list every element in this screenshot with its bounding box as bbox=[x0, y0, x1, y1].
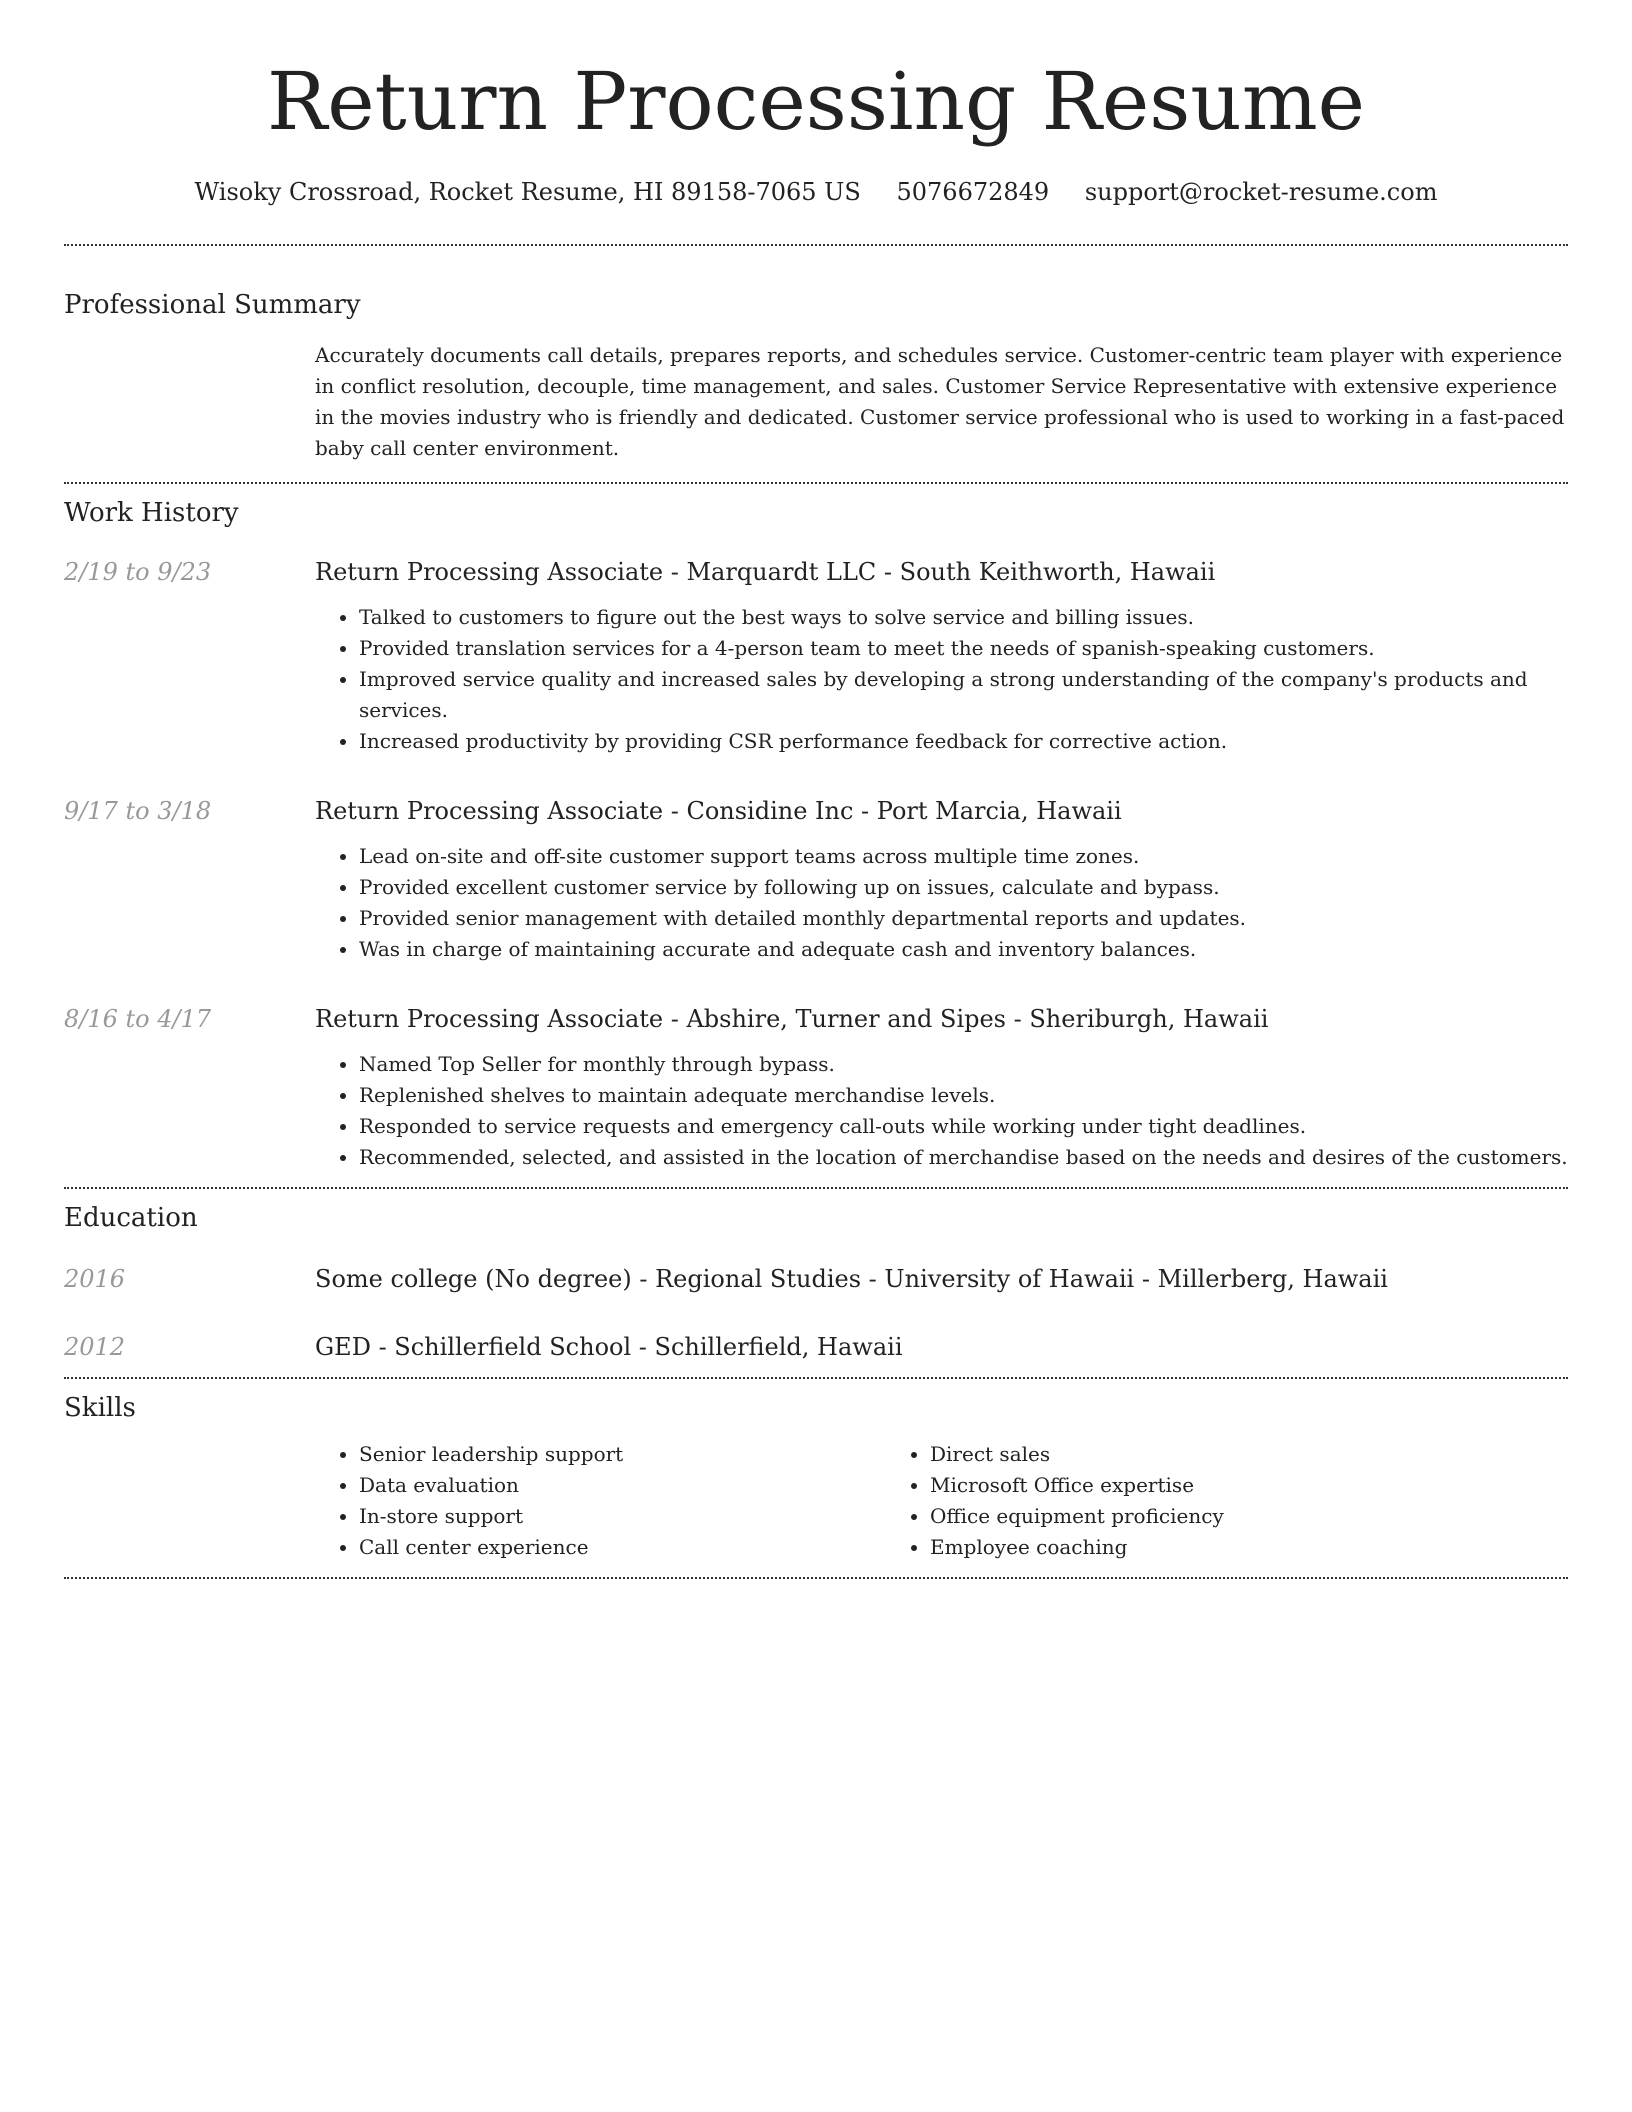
job-date: 9/17 to 3/18 bbox=[64, 797, 212, 825]
list-item: • Provided senior management with detailed monthly departmental reports and updates. bbox=[359, 903, 1568, 934]
list-item: • In-store support bbox=[359, 1501, 886, 1532]
education-date: 2016 bbox=[64, 1265, 126, 1293]
list-item: • Provided excellent customer service by following up on issues, calculate and bypass. bbox=[359, 872, 1568, 903]
skills-section bbox=[64, 1379, 1568, 1577]
list-item: • Was in charge of maintaining accurate and adequate cash and inventory balances. bbox=[359, 934, 1568, 965]
list-item: • Recommended, selected, and assisted in the location of merchandise based on the needs and desires of the customers. bbox=[359, 1142, 1568, 1173]
job-entry bbox=[64, 1003, 1568, 1173]
contact-phone: 5076672849 bbox=[896, 178, 1050, 206]
summary-section bbox=[64, 246, 1568, 482]
job-entry bbox=[64, 556, 1568, 757]
job-entry bbox=[64, 795, 1568, 965]
job-body bbox=[315, 1003, 1568, 1173]
job-body bbox=[315, 795, 1568, 965]
education-entry bbox=[64, 1263, 1568, 1295]
list-item: • Responded to service requests and emergency call-outs while working under tight deadlines. bbox=[359, 1111, 1568, 1142]
job-bullets bbox=[315, 841, 1568, 965]
job-date: 8/16 to 4/17 bbox=[64, 1005, 212, 1033]
education-date: 2012 bbox=[64, 1333, 126, 1361]
contact-address: Wisoky Crossroad, Rocket Resume, HI 89158-7065 US bbox=[194, 178, 861, 206]
education-entry bbox=[64, 1331, 1568, 1363]
job-title: Return Processing Associate - Considine Inc - Port Marcia, Hawaii bbox=[315, 797, 1122, 825]
education-section bbox=[64, 1189, 1568, 1377]
job-title: Return Processing Associate - Abshire, Turner and Sipes - Sheriburgh, Hawaii bbox=[315, 1005, 1269, 1033]
job-bullets bbox=[315, 1049, 1568, 1173]
list-item: • Microsoft Office expertise bbox=[930, 1470, 1457, 1501]
page-title: Return Processing Resume bbox=[266, 55, 1366, 148]
skills-list-left bbox=[315, 1439, 886, 1563]
skills-heading: Skills bbox=[64, 1393, 136, 1423]
list-item: • Data evaluation bbox=[359, 1470, 886, 1501]
contact-line bbox=[64, 176, 1568, 208]
contact-email: support@rocket-resume.com bbox=[1084, 178, 1438, 206]
list-item: • Replenished shelves to maintain adequate merchandise levels. bbox=[359, 1080, 1568, 1111]
education-text: Some college (No degree) - Regional Studies - University of Hawaii - Millerberg, Hawaii bbox=[315, 1265, 1388, 1293]
list-item: • Lead on-site and off-site customer support teams across multiple time zones. bbox=[359, 841, 1568, 872]
summary-text: Accurately documents call details, prepares reports, and schedules service. Customer-centric team player with experience in conflict resolution, decouple, time management, and sales. Customer Service Representative with extensive experience in the movies industry who is friendly and dedicated. Customer service professional who is used to working in a fast-paced baby call center environment. bbox=[315, 343, 1565, 460]
list-item: • Provided translation services for a 4-person team to meet the needs of spanish-speaking customers. bbox=[359, 633, 1568, 664]
summary-heading: Professional Summary bbox=[64, 290, 361, 320]
work-history-section bbox=[64, 484, 1568, 1173]
list-item: • Employee coaching bbox=[930, 1532, 1457, 1563]
list-item: • Call center experience bbox=[359, 1532, 886, 1563]
list-item: • Improved service quality and increased sales by developing a strong understanding of the company's products and services. bbox=[359, 664, 1568, 726]
job-bullets bbox=[315, 602, 1568, 757]
list-item: • Office equipment proficiency bbox=[930, 1501, 1457, 1532]
skills-list-right bbox=[886, 1439, 1457, 1563]
work-history-heading: Work History bbox=[64, 498, 239, 528]
education-heading: Education bbox=[64, 1203, 198, 1233]
list-item: • Senior leadership support bbox=[359, 1439, 886, 1470]
job-body bbox=[315, 556, 1568, 757]
skills-grid bbox=[315, 1439, 1568, 1577]
divider bbox=[64, 1577, 1568, 1579]
list-item: • Direct sales bbox=[930, 1439, 1457, 1470]
education-text: GED - Schillerfield School - Schillerfield, Hawaii bbox=[315, 1333, 903, 1361]
job-title: Return Processing Associate - Marquardt LLC - South Keithworth, Hawaii bbox=[315, 558, 1216, 586]
list-item: • Talked to customers to figure out the best ways to solve service and billing issues. bbox=[359, 602, 1568, 633]
list-item: • Increased productivity by providing CSR performance feedback for corrective action. bbox=[359, 726, 1568, 757]
job-date: 2/19 to 9/23 bbox=[64, 558, 212, 586]
list-item: • Named Top Seller for monthly through bypass. bbox=[359, 1049, 1568, 1080]
